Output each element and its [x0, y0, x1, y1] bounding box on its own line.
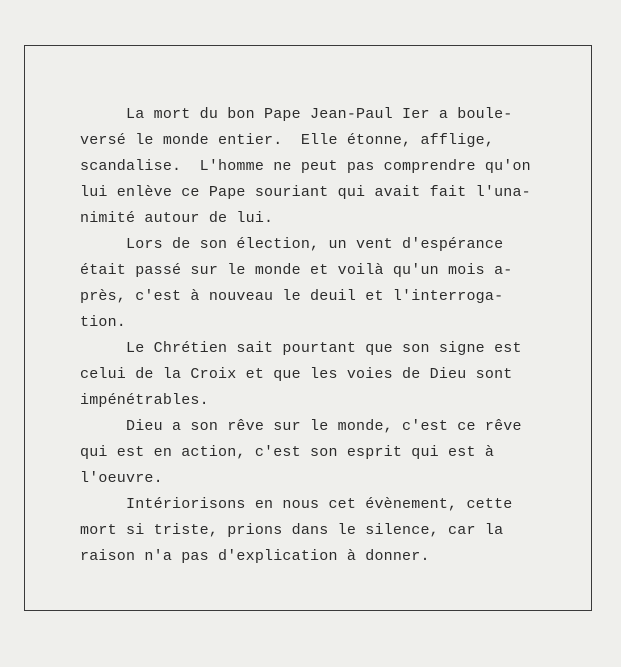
- text-line: Lors de son élection, un vent d'espérance: [80, 236, 504, 253]
- paragraph-5: [80, 492, 550, 570]
- text-line: versé le monde entier. Elle étonne, afflige,: [80, 132, 495, 149]
- text-line: mort si triste, prions dans le silence, car la: [80, 522, 504, 539]
- text-line: l'oeuvre.: [80, 470, 163, 487]
- document-body: [80, 102, 550, 570]
- text-line: lui enlève ce Pape souriant qui avait fait l'una-: [80, 184, 531, 201]
- text-line: Le Chrétien sait pourtant que son signe est: [80, 340, 522, 357]
- text-line: près, c'est à nouveau le deuil et l'interroga-: [80, 288, 504, 305]
- text-line: Intériorisons en nous cet évènement, cette: [80, 496, 513, 513]
- text-line: qui est en action, c'est son esprit qui est à: [80, 444, 495, 461]
- paragraph-2: [80, 232, 550, 336]
- text-line: Dieu a son rêve sur le monde, c'est ce rêve: [80, 418, 522, 435]
- paragraph-4: [80, 414, 550, 492]
- text-line: celui de la Croix et que les voies de Dieu sont: [80, 366, 513, 383]
- text-line: nimité autour de lui.: [80, 210, 274, 227]
- text-line: impénétrables.: [80, 392, 209, 409]
- text-line: était passé sur le monde et voilà qu'un mois a-: [80, 262, 513, 279]
- paragraph-3: [80, 336, 550, 414]
- text-line: scandalise. L'homme ne peut pas comprendre qu'on: [80, 158, 531, 175]
- text-line: La mort du bon Pape Jean-Paul Ier a boule-: [80, 106, 513, 123]
- text-line: raison n'a pas d'explication à donner.: [80, 548, 430, 565]
- text-line: tion.: [80, 314, 127, 331]
- paragraph-1: [80, 102, 550, 232]
